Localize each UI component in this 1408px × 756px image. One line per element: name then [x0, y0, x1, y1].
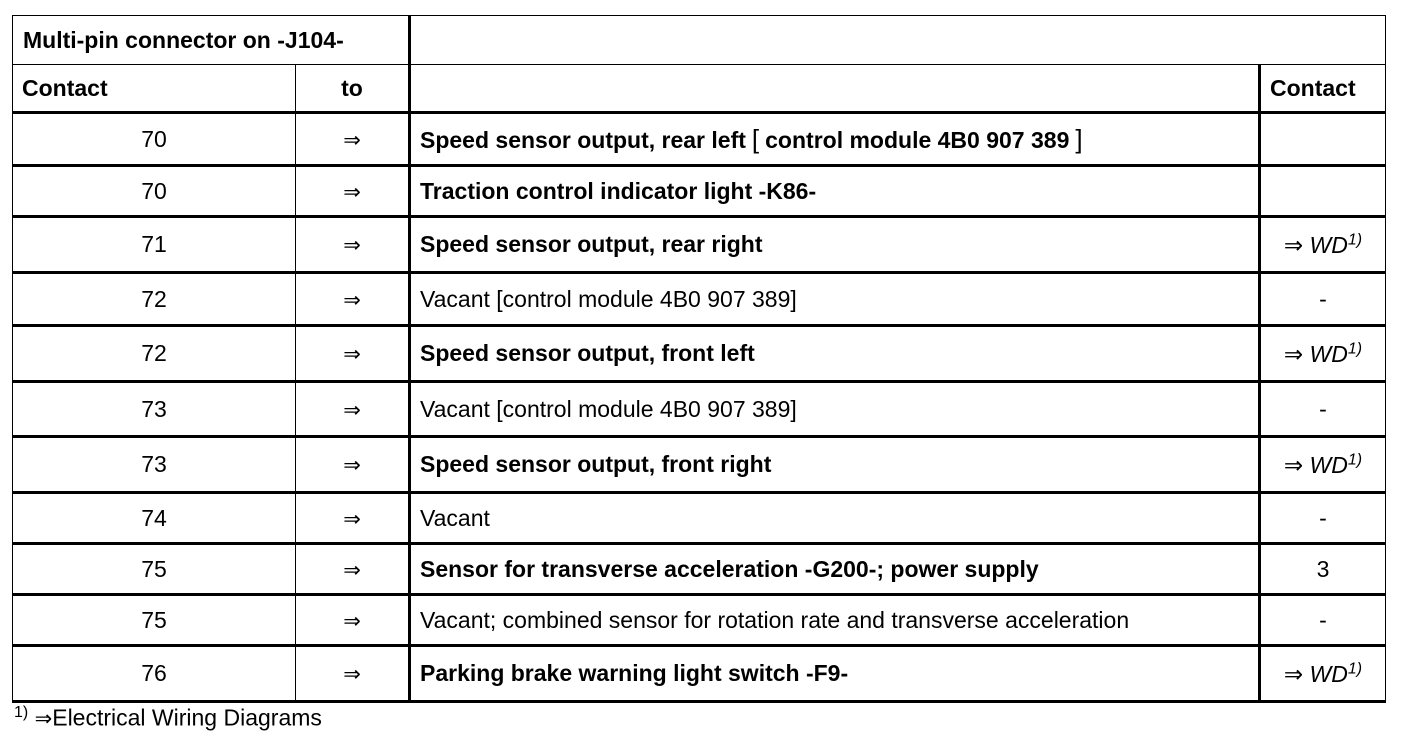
row-description-text: Sensor for transverse acceleration -G200-; power supply — [420, 555, 1039, 582]
table-row — [13, 493, 1386, 544]
wiring-diagram-reference: ⇒ WD$^{1)}$ — [1283, 660, 1363, 687]
table-row — [13, 437, 1386, 493]
table-row — [13, 646, 1386, 702]
arrow-icon: ⇒ — [296, 544, 410, 595]
arrow-icon: ⇒ — [296, 493, 410, 544]
row-description-text: Traction control indicator light -K86- — [420, 177, 817, 204]
row-description-extra: control module 4B0 907 389 — [765, 127, 1070, 153]
table-row — [13, 273, 1386, 326]
row-description — [410, 326, 1260, 382]
contact-number: 75 — [13, 595, 296, 646]
right-contact: - — [1260, 382, 1386, 437]
contact-number: 70 — [13, 166, 296, 217]
contact-number: 76 — [13, 646, 296, 702]
right-contact — [1260, 113, 1386, 166]
right-contact — [1260, 646, 1386, 702]
arrow-icon: ⇒ — [296, 382, 410, 437]
contact-number: 72 — [13, 326, 296, 382]
right-contact: - — [1260, 595, 1386, 646]
right-contact: 3 — [1260, 544, 1386, 595]
arrow-icon: ⇒ — [296, 326, 410, 382]
row-description — [410, 437, 1260, 493]
row-description — [410, 544, 1260, 595]
row-description — [410, 217, 1260, 273]
contact-number: 73 — [13, 437, 296, 493]
row-description — [410, 382, 1260, 437]
right-contact: - — [1260, 493, 1386, 544]
arrow-icon: ⇒ — [296, 273, 410, 326]
contact-number: 75 — [13, 544, 296, 595]
right-contact — [1260, 166, 1386, 217]
table-row — [13, 217, 1386, 273]
connector-title: Multi-pin connector on -J104- — [13, 16, 410, 65]
arrow-icon: ⇒ — [296, 166, 410, 217]
bracket-open: [ — [751, 124, 760, 154]
right-contact: - — [1260, 273, 1386, 326]
table-row — [13, 326, 1386, 382]
row-description — [410, 273, 1260, 326]
arrow-icon: ⇒ — [296, 217, 410, 273]
row-description-text: Speed sensor output, front left — [420, 340, 755, 366]
arrow-icon: ⇒ — [296, 595, 410, 646]
footnote-marker: 1) — [1347, 340, 1363, 358]
right-contact — [1260, 217, 1386, 273]
footnote-marker: 1) — [14, 704, 29, 721]
arrow-icon: ⇒ — [296, 646, 410, 702]
document — [12, 15, 1386, 703]
wiring-diagram-reference: ⇒ WD$^{1)}$ — [1283, 451, 1363, 478]
header-blank-cell — [410, 16, 1386, 65]
right-contact — [1260, 437, 1386, 493]
row-description-text: Vacant [control module 4B0 907 389] — [420, 285, 797, 312]
connector-table — [12, 15, 1386, 703]
right-contact — [1260, 326, 1386, 382]
row-description-text: Parking brake warning light switch -F9- — [420, 660, 849, 686]
footnote — [14, 704, 322, 732]
contact-number: 70 — [13, 113, 296, 166]
column-header-row — [13, 65, 1386, 113]
row-description-text: Speed sensor output, front right — [420, 451, 772, 477]
column-header-description — [410, 65, 1260, 113]
row-description-text: Speed sensor output, rear left — [420, 127, 746, 153]
footnote-marker: 1) — [1347, 451, 1363, 469]
table-row — [13, 595, 1386, 646]
row-description-text: Vacant; combined sensor for rotation rate and transverse acceleration — [420, 606, 1130, 633]
bracket-close: ] — [1075, 124, 1083, 154]
table-body — [13, 113, 1386, 702]
table-row — [13, 113, 1386, 166]
table-row — [13, 544, 1386, 595]
row-description-text: Vacant — [420, 504, 490, 531]
column-header-to: to — [296, 65, 410, 113]
contact-number: 74 — [13, 493, 296, 544]
footnote-marker: 1) — [1347, 660, 1363, 678]
footnote-text: Electrical Wiring Diagrams — [52, 704, 322, 731]
row-description-text: Vacant [control module 4B0 907 389] — [420, 395, 797, 422]
contact-number: 71 — [13, 217, 296, 273]
row-description — [410, 113, 1260, 166]
contact-number: 73 — [13, 382, 296, 437]
row-description-text: Speed sensor output, rear right — [420, 231, 763, 257]
footnote-marker: 1) — [1347, 231, 1363, 249]
column-header-contact: Contact — [13, 65, 296, 113]
table-row — [13, 166, 1386, 217]
arrow-icon: ⇒ — [296, 437, 410, 493]
arrow-icon: ⇒ — [296, 113, 410, 166]
column-header-contact-right: Contact — [1260, 65, 1386, 113]
wiring-diagram-reference: ⇒ WD$^{1)}$ — [1283, 340, 1363, 367]
row-description — [410, 493, 1260, 544]
row-description — [410, 166, 1260, 217]
arrow-icon: ⇒ — [34, 706, 53, 731]
wiring-diagram-reference: ⇒ WD$^{1)}$ — [1283, 231, 1363, 258]
row-description — [410, 646, 1260, 702]
contact-number: 72 — [13, 273, 296, 326]
table-row — [13, 382, 1386, 437]
row-description — [410, 595, 1260, 646]
connector-header-row — [13, 16, 1386, 65]
